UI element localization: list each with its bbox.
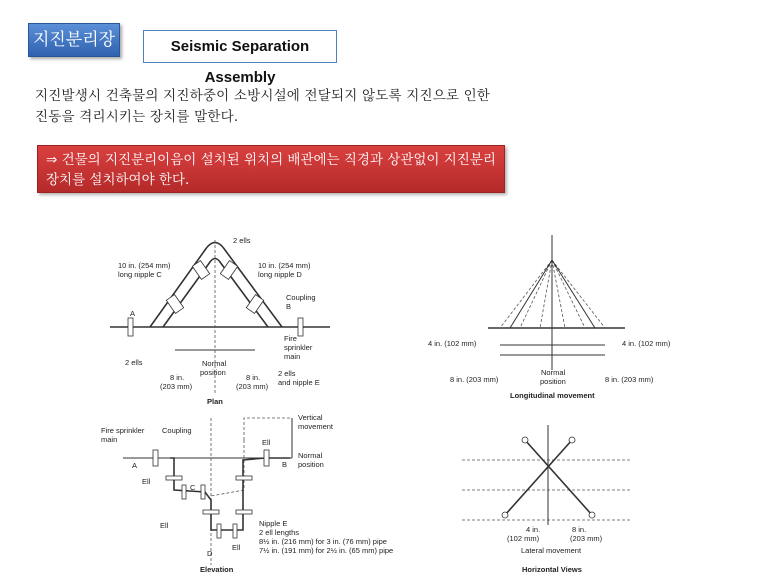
plan-fire-main-2-label: sprinkler <box>284 343 313 352</box>
plan-label-a-label: A <box>130 309 136 318</box>
plan-coupling-b-label: B <box>286 302 292 311</box>
elevation-ell-left-label: Ell <box>142 477 151 486</box>
horizontal-right-1-label: 8 in. <box>572 525 587 534</box>
elevation-coupling-label: Coupling <box>162 426 192 435</box>
plan-dim-right-1-label: 8 in. <box>246 373 261 382</box>
horizontal-left-1-label: 4 in. <box>526 525 541 534</box>
longitudinal-normal-1-label: Normal <box>541 368 566 377</box>
plan-fire-main-1-label: Fire <box>284 334 297 343</box>
plan-caption-label: Plan <box>207 397 223 406</box>
elevation-normal-2-label: position <box>298 460 324 469</box>
plan-nipple-c-2-label: long nipple C <box>118 270 162 279</box>
plan-normal-2-label: position <box>200 368 226 377</box>
longitudinal-normal-2-label: position <box>540 377 566 386</box>
longitudinal-right-top-label: 4 in. (102 mm) <box>622 339 671 348</box>
plan-ells-nipple-2-label: and nipple E <box>278 378 320 387</box>
plan-nipple-d-1-label: 10 in. (254 mm) <box>258 261 311 270</box>
horizontal-views-diagram <box>462 425 632 574</box>
elevation-vertical-1-label: Vertical <box>298 413 323 422</box>
horizontal-right-2-label: (203 mm) <box>570 534 603 543</box>
plan-nipple-d-2-label: long nipple D <box>258 270 302 279</box>
elevation-ell-mid-label: Ell <box>160 521 169 530</box>
title-badge: 지진분리장치 <box>28 23 120 57</box>
plan-nipple-c-1-label: 10 in. (254 mm) <box>118 261 171 270</box>
longitudinal-right-bottom-label: 8 in. (203 mm) <box>605 375 654 384</box>
horizontal-caption-label: Horizontal Views <box>522 565 582 574</box>
elevation-caption-label: Elevation <box>200 565 234 574</box>
description-text: 지진발생시 건축물의 지진하중이 소방시설에 전달되지 않도록 지진으로 인한 진동을 격리시키는 장치를 말한다. <box>35 88 491 125</box>
plan-fire-main-3-label: main <box>284 352 301 361</box>
elevation-nipple-4-label: 7½ in. (191 mm) for 2½ in. (65 mm) pipe <box>259 546 394 555</box>
elevation-nipple-1-label: Nipple E <box>259 519 288 528</box>
plan-diagram <box>110 236 330 406</box>
horizontal-sub-caption-label: Lateral movement <box>521 546 582 555</box>
longitudinal-caption-label: Longitudinal movement <box>510 391 595 400</box>
elevation-fire-main-2-label: main <box>101 435 118 444</box>
elevation-label-a-label: A <box>132 461 138 470</box>
elevation-normal-1-label: Normal <box>298 451 323 460</box>
elevation-ell-bottom-label: Ell <box>232 543 241 552</box>
elevation-diagram <box>101 413 393 574</box>
longitudinal-diagram <box>428 235 671 400</box>
plan-coupling-label: Coupling <box>286 293 316 302</box>
elevation-vertical-2-label: movement <box>298 422 334 431</box>
elevation-fire-main-1-label: Fire sprinkler <box>101 426 145 435</box>
horizontal-left-2-label: (102 mm) <box>507 534 540 543</box>
plan-dim-left-2-label: (203 mm) <box>160 382 193 391</box>
note-box: ⇒ 건물의 지진분리이음이 설치된 위치의 배관에는 직경과 상관없이 지진분리장치를 설치하여야 한다. <box>37 145 505 193</box>
elevation-nipple-2-label: 2 ell lengths <box>259 528 300 537</box>
plan-dim-right-2-label: (203 mm) <box>236 382 269 391</box>
plan-two-ells-left-label: 2 ells <box>125 358 143 367</box>
longitudinal-left-top-label: 4 in. (102 mm) <box>428 339 477 348</box>
elevation-ell-top-label: Ell <box>262 438 271 447</box>
elevation-label-b-label: B <box>282 460 288 469</box>
english-title: Seismic Separation Assembly <box>143 30 337 63</box>
plan-two-ells-top-label: 2 ells <box>233 236 251 245</box>
longitudinal-left-bottom-label: 8 in. (203 mm) <box>450 375 499 384</box>
plan-ells-nipple-1-label: 2 ells <box>278 369 296 378</box>
plan-dim-left-1-label: 8 in. <box>170 373 185 382</box>
plan-normal-1-label: Normal <box>202 359 227 368</box>
elevation-label-c-label: C <box>190 483 196 492</box>
elevation-label-d-label: D <box>207 549 213 558</box>
elevation-nipple-3-label: 8½ in. (216 mm) for 3 in. (76 mm) pipe <box>259 537 387 546</box>
